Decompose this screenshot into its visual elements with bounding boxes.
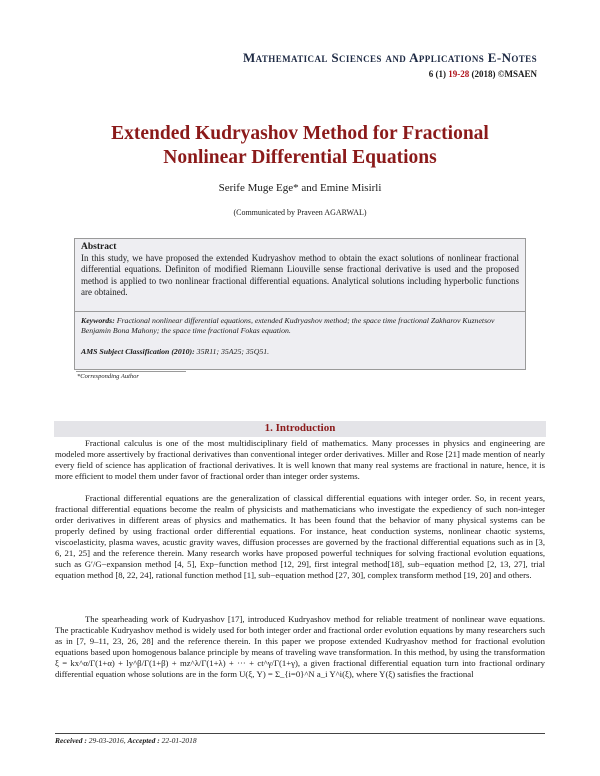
paper-title	[50, 122, 550, 170]
paragraph-3	[55, 614, 545, 680]
journal-name: Mathematical Sciences and Applications E-Notes	[243, 50, 537, 65]
paragraph-1	[55, 438, 545, 482]
keywords-text: Fractional nonlinear differential equations, extended Kudryashov method; the space time fractional Zakharov Kuznetsov Benjamin Bona Mahony; the space time fractional Fokas equation.	[81, 316, 495, 335]
journal-year-copyright: (2018) ©MSAEN	[469, 69, 537, 79]
footer-divider	[55, 733, 545, 734]
journal-pages-link[interactable]: 19-28	[448, 69, 470, 79]
ams-label: AMS Subject Classification (2010):	[81, 347, 195, 356]
paragraph-2	[55, 493, 545, 581]
journal-header	[243, 50, 537, 79]
keywords-label: Keywords:	[81, 316, 115, 325]
paper-title-line-1: Extended Kudryashov Method for Fractional	[111, 123, 489, 144]
abstract-text: In this study, we have proposed the extended Kudryashov method to obtain the exact solutions of nonlinear fractional differential equations. Definiton of modified Riemann Liouville sense fractional derivative is used and the proposed method is applied to two nonlinear fractional differential equations. Analytical solutions including hyperbolic functions are obtained.	[81, 253, 519, 298]
received-date: 29-03-2016,	[86, 736, 128, 745]
section-heading: 1. Introduction	[264, 422, 336, 434]
received-accepted-dates	[55, 736, 197, 745]
section-header-bar	[54, 421, 546, 437]
authors: Serife Muge Ege* and Emine Misirli	[218, 182, 382, 194]
keywords	[81, 316, 519, 336]
received-label: Received :	[55, 736, 87, 745]
accepted-label: Accepted :	[127, 736, 160, 745]
journal-meta	[243, 69, 537, 79]
paragraph-2-text: Fractional differential equations are the generalization of classical differential equations with integer order. So, in recent years, fractional differential equations become the realm of physicists and mathematicians who investigate the expediency of such non-integer order derivatives in different areas of physics and mathematics. It has been found that the behavior of many physical systems can be properly defined by using fractional order differential equations. For instance, heat conduction systems, nonlinear chaotic systems, viscoelasticity, plasma waves, acustic gravity waves, diffusion processes are governed by the fractional differential equations such as in [3, 6, 21, 25] and the reference therein. Many research works have proposed powerful techniques for solving fractional evolution equations, such as G′/G−expansion method [4, 5], Exp−function method [12, 29], first integral method[18], sub−equation method [2, 13, 27], trial equation method [8, 22, 24], rational function method [1], sub−equation method [27, 30], complex transform method [19, 20] and others.	[55, 493, 545, 580]
abstract-heading: Abstract	[81, 242, 117, 252]
ams-classification	[81, 347, 519, 356]
ams-codes: 35R11; 35A25; 35Q51.	[194, 347, 270, 356]
paragraph-3-text: The spearheading work of Kudryashov [17], introduced Kudryashov method for reliable treatment of nonlinear wave equations. The practicable Kudryashov method is widely used for both integer order and fractional order evolution equations by many researchers such as in [7, 9–11, 23, 26, 28] and the reference therein. In this paper we propose extended Kudryashov method for fractional evolution equations based upon homogenous balance principle by means of traveling wave transformation. In this method, by using the transformation ξ = kx^α/Γ(1+α) + ly^β/Γ(1+β) + mz^λ/Γ(1+λ) + ··· + ct^γ/Γ(1+γ), a given fractional differential equation turn into fractional ordinary differential equation whose solutions are in the form U(ξ, Y) = Σ_{i=0}^N a_i Y^i(ξ), where Y(ξ) satisfies the fractional	[55, 614, 545, 679]
corresponding-author-note: *Corresponding Author	[77, 373, 139, 380]
footnote-divider	[76, 371, 186, 372]
abstract-divider	[75, 311, 525, 312]
accepted-date: 22-01-2018	[159, 736, 197, 745]
paper-title-line-2: Nonlinear Differential Equations	[163, 147, 437, 168]
communicated-by: (Communicated by Praveen AGARWAL)	[233, 208, 367, 217]
abstract-box	[74, 238, 526, 370]
journal-volume: 6 (1)	[428, 69, 449, 79]
paragraph-1-text: Fractional calculus is one of the most multidisciplinary field of mathematics. Many processes in physics and engineering are modeled more assertively by fractional derivatives than conventional integer order derivatives. Miller and Rose [21] made mention of nearly every field of science has application of fractional derivatives. It is well known that many real systems are fractional in nature, hence, it is more efficient to model them under favor of fractional order than integer order systems.	[55, 438, 545, 481]
